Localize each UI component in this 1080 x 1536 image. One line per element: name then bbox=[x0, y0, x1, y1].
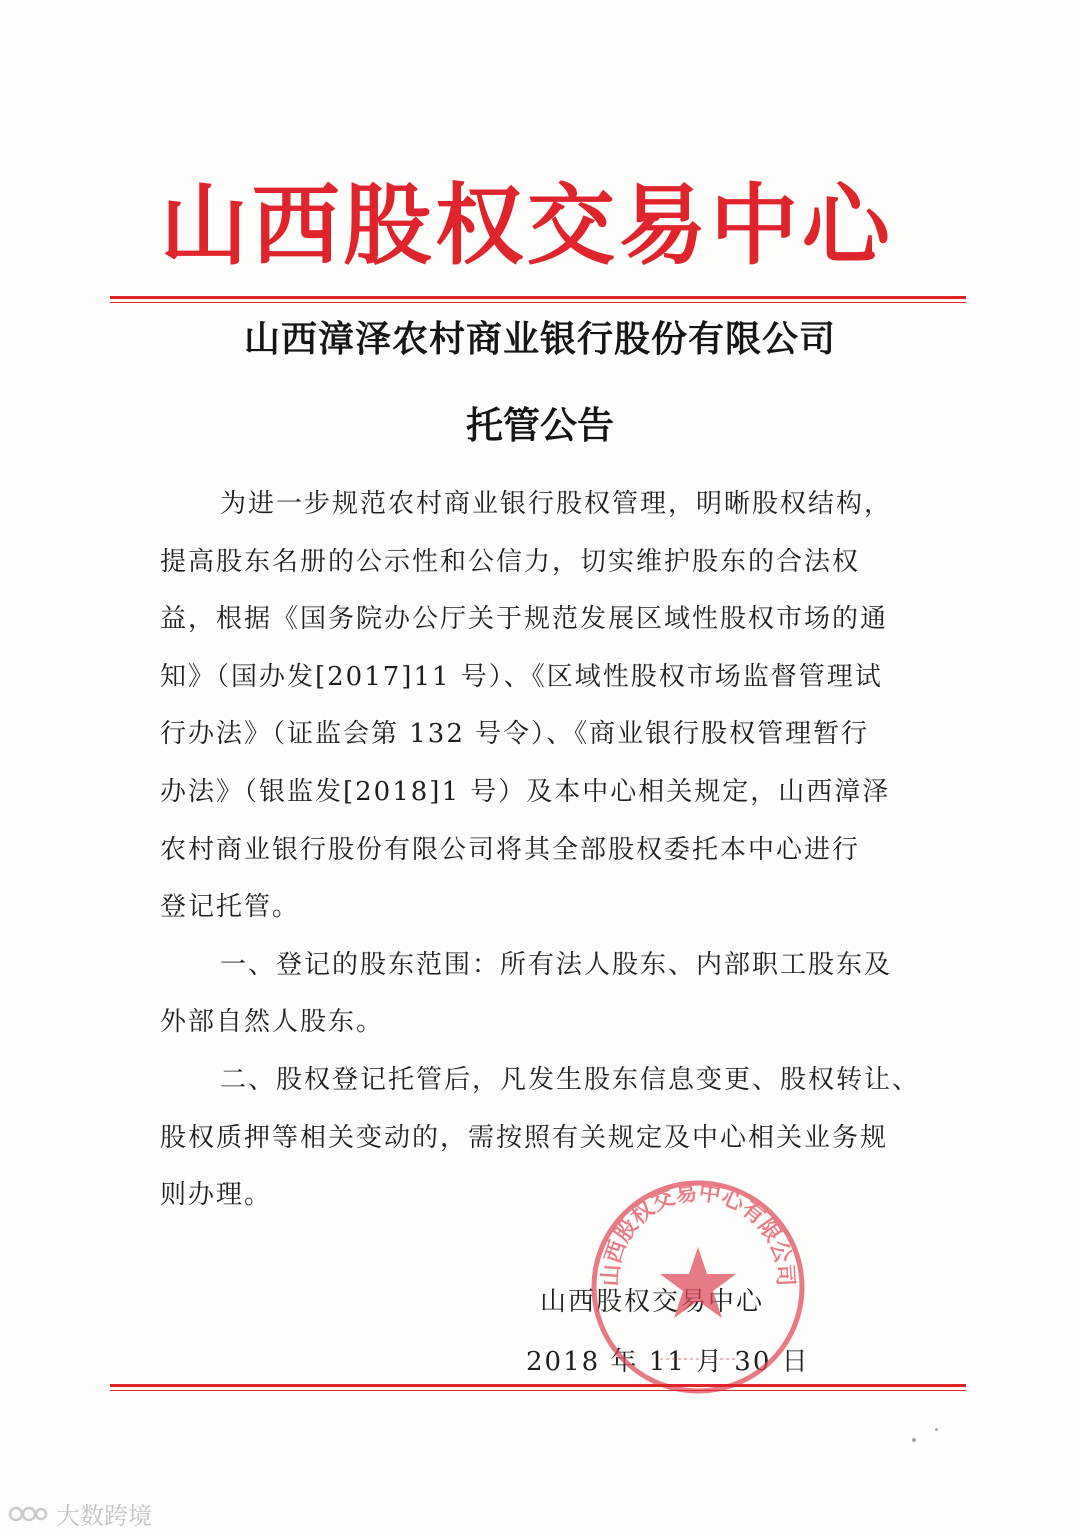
issue-date: 2018 年 11 月 30 日 bbox=[526, 1347, 810, 1377]
watermark-text: 大数跨境 bbox=[56, 1502, 152, 1530]
letterhead-title bbox=[160, 170, 890, 280]
body-line: 二、股权登记托管后，凡发生股东信息变更、股权转让、 bbox=[220, 1064, 921, 1095]
body-line: 农村商业银行股份有限公司将其全部股权委托本中心进行 bbox=[160, 834, 861, 865]
notice-title-heading: 托管公告 bbox=[466, 404, 614, 447]
letterhead-char: 山 bbox=[160, 173, 249, 277]
letterhead-char: 权 bbox=[435, 173, 524, 277]
body-line: 一、登记的股东范围：所有法人股东、内部职工股东及 bbox=[220, 949, 893, 980]
issuer-name: 山西股权交易中心 bbox=[540, 1287, 765, 1317]
footer-red-rule bbox=[110, 1384, 966, 1387]
body-line: 则办理。 bbox=[160, 1180, 273, 1211]
body-line: 外部自然人股东。 bbox=[160, 1007, 385, 1038]
letterhead-char: 交 bbox=[526, 173, 615, 277]
body-line: 提高股东名册的公示性和公信力，切实维护股东的合法权 bbox=[160, 546, 861, 577]
letterhead-char: 股 bbox=[343, 173, 432, 277]
footer-red-rule-thin bbox=[110, 1390, 966, 1391]
header-red-rule bbox=[110, 296, 966, 299]
notice-title-company: 山西漳泽农村商业银行股份有限公司 bbox=[243, 319, 836, 360]
body-line: 益，根据《国务院办公厅关于规范发展区域性股权市场的通 bbox=[160, 604, 889, 635]
body-line: 股权质押等相关变动的，需按照有关规定及中心相关业务规 bbox=[160, 1122, 889, 1153]
official-seal bbox=[588, 1177, 808, 1397]
notice-body bbox=[160, 476, 920, 1225]
letterhead-char: 中 bbox=[710, 173, 799, 277]
letterhead-char: 西 bbox=[251, 173, 340, 277]
watermark-logo-icon bbox=[8, 1501, 48, 1527]
header-red-rule-thin bbox=[110, 302, 966, 303]
body-line: 为进一步规范农村商业银行股权管理，明晰股权结构， bbox=[220, 489, 893, 519]
star-icon bbox=[660, 1247, 736, 1318]
letterhead-char: 心 bbox=[801, 173, 890, 277]
watermark bbox=[8, 1496, 152, 1531]
body-line: 行办法》（证监会第 132 号令）、《商业银行股权管理暂行 bbox=[160, 719, 870, 750]
paper-speck bbox=[935, 1428, 938, 1431]
body-line: 办法》（银监发[2018]1 号）及本中心相关规定，山西漳泽 bbox=[160, 776, 891, 807]
body-line: 登记托管。 bbox=[160, 892, 301, 923]
seal-text: 山西股权交易中心有限公司 bbox=[598, 1180, 798, 1287]
paper-speck bbox=[912, 1438, 916, 1442]
letterhead-char: 易 bbox=[618, 173, 707, 277]
body-line: 知》（国办发[2017]11 号）、《区域性股权市场监督管理试 bbox=[160, 661, 883, 692]
